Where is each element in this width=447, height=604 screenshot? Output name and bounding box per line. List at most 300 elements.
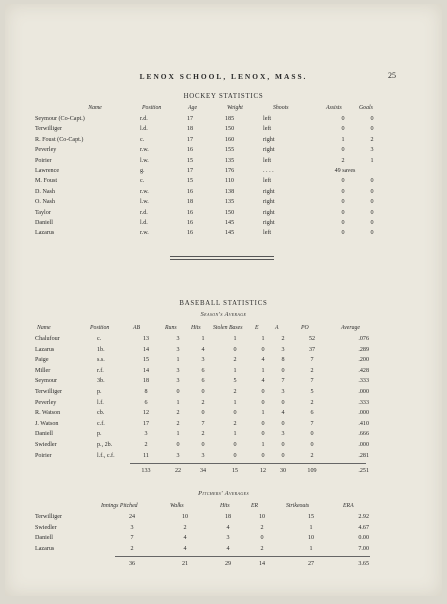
pitchers-total-cell: 29 (224, 561, 232, 568)
pitchers-row (5, 524, 442, 533)
hockey-cell: 16 (187, 147, 194, 154)
pitchers-cell: 24 (128, 514, 136, 520)
hockey-cell: 16 (187, 209, 194, 216)
hockey-cell: left (263, 126, 272, 133)
baseball-totals-row (5, 467, 442, 476)
pitchers-total-cell: 21 (181, 561, 189, 568)
hockey-cell: 1 (341, 136, 345, 143)
baseball-col-header: Position (90, 325, 110, 331)
pitchers-cell: Swiedler (35, 524, 57, 531)
baseball-cell: c.f. (97, 420, 105, 427)
hockey-cell: Lazarus (35, 230, 55, 237)
hockey-col-header: Goals (359, 105, 373, 111)
hockey-cell: 110 (225, 178, 234, 185)
baseball-cell: 1 (233, 399, 237, 406)
hockey-cell: 150 (225, 209, 235, 216)
baseball-cell: .289 (358, 346, 369, 353)
pitchers-col-header: ER (251, 503, 259, 509)
hockey-cell: 135 (225, 157, 235, 164)
baseball-cell: 6 (144, 399, 148, 406)
hockey-cell: 145 (225, 230, 235, 237)
pitchers-cell: 15 (307, 514, 315, 520)
pitchers-cell: 4.67 (358, 524, 369, 531)
baseball-cell: 12 (142, 410, 150, 417)
baseball-cell: 0 (281, 367, 285, 374)
hockey-cell: O. Nash (35, 199, 55, 206)
pitchers-total-cell: 14 (258, 561, 266, 568)
baseball-cell: 3 (201, 357, 205, 364)
hockey-cell: 17 (187, 116, 194, 122)
baseball-cell: 1 (233, 431, 237, 438)
baseball-cell: 6 (201, 378, 205, 385)
baseball-cell: .076 (358, 336, 369, 342)
baseball-cell: J. Watson (35, 420, 59, 427)
baseball-cell: 18 (142, 378, 150, 385)
baseball-cell: l.f., c.f. (97, 452, 115, 459)
baseball-cell: 1 (176, 399, 180, 406)
baseball-cell: 1 (261, 410, 265, 417)
hockey-row (5, 198, 442, 207)
baseball-cell: 2 (233, 357, 237, 364)
hockey-cell: l.d. (140, 220, 148, 226)
baseball-cell: 0 (281, 442, 285, 448)
baseball-cell: 1 (233, 336, 237, 342)
baseball-col-header: A (275, 325, 279, 331)
hockey-cell: 0 (370, 188, 374, 195)
hockey-cell: right (263, 188, 275, 195)
hockey-cell: Poirier (35, 157, 52, 164)
baseball-col-header: E (255, 325, 259, 331)
baseball-cell: p. (97, 431, 102, 438)
baseball-cell: 4 (261, 378, 265, 385)
hockey-cell: c. (140, 136, 145, 143)
baseball-cell: 0 (261, 431, 265, 438)
baseball-col-header: Runs (165, 325, 177, 331)
baseball-row (5, 420, 442, 429)
baseball-cell: .666 (358, 431, 369, 438)
hockey-cell: 0 (341, 209, 345, 216)
hockey-cell: 0 (370, 209, 374, 216)
baseball-row (5, 377, 442, 386)
hockey-cell: right (263, 209, 275, 216)
baseball-cell: c. (97, 336, 102, 342)
hockey-cell: Terwilliger (35, 126, 62, 133)
baseball-cell: Paige (35, 357, 49, 364)
baseball-cell: 3 (176, 346, 180, 353)
baseball-cell: 8 (281, 357, 285, 364)
baseball-cell: 11 (143, 452, 149, 459)
pitchers-col-header: Innings Pitched (101, 503, 138, 509)
hockey-cell: l.d. (140, 126, 148, 133)
baseball-cell: Poirier (35, 452, 52, 459)
hockey-cell: 0 (341, 188, 345, 195)
baseball-cell: 0 (310, 431, 314, 438)
baseball-cell: 3 (201, 452, 205, 459)
baseball-cell: 2 (310, 399, 314, 406)
hockey-cell: Peverley (35, 147, 57, 154)
hockey-row (5, 167, 442, 176)
baseball-cell: 3 (176, 336, 180, 342)
baseball-cell: 0 (261, 389, 265, 395)
hockey-cell: 0 (370, 220, 374, 226)
baseball-cell: 52 (308, 336, 316, 342)
baseball-cell: 4 (261, 357, 265, 364)
pitchers-col-header: Hits (220, 503, 230, 509)
baseball-cell: .200 (358, 357, 369, 364)
pitchers-total-cell: 27 (307, 561, 315, 568)
pitchers-cell: 10 (181, 514, 189, 520)
pitchers-cell: 0 (260, 535, 264, 542)
baseball-cell: R. Watson (35, 410, 61, 417)
hockey-cell: 0 (341, 178, 345, 185)
baseball-cell: r.f. (97, 367, 104, 374)
hockey-row (5, 209, 442, 218)
hockey-cell: 155 (225, 147, 235, 154)
baseball-cell: 5 (233, 378, 237, 385)
baseball-cell: 0 (233, 410, 237, 417)
baseball-cell: 0 (201, 389, 205, 395)
pitchers-cell: 2 (130, 545, 134, 552)
baseball-cell: 0 (233, 442, 237, 448)
baseball-cell: 0 (201, 442, 205, 448)
hockey-title: HOCKEY STATISTICS (183, 93, 264, 100)
hockey-cell: 138 (225, 188, 235, 195)
hockey-cell: 0 (370, 199, 374, 206)
pitchers-cell: 7.00 (358, 545, 369, 552)
hockey-cell: 0 (341, 220, 345, 226)
hockey-cell: M. Foust (35, 178, 58, 185)
baseball-cell: .000 (358, 442, 369, 448)
hockey-row (5, 229, 442, 238)
divider-rule-bottom (170, 259, 274, 260)
baseball-cell: 4 (201, 346, 205, 353)
baseball-cell: 3 (281, 389, 285, 395)
hockey-cell: right (263, 199, 275, 206)
baseball-col-header: PO (301, 325, 309, 331)
baseball-cell: 15 (142, 357, 150, 364)
hockey-cell: right (263, 220, 275, 226)
baseball-cell: 7 (281, 378, 285, 385)
baseball-cell: 0 (310, 442, 314, 448)
baseball-cell: 0 (261, 420, 265, 427)
yearbook-page (5, 4, 442, 596)
hockey-cell: 0 (341, 199, 345, 206)
hockey-cell: 3 (370, 147, 374, 154)
baseball-cell: 4 (281, 410, 285, 417)
pitchers-row (5, 513, 442, 522)
pitchers-row (5, 534, 442, 543)
baseball-cell: 2 (201, 399, 205, 406)
hockey-row (5, 219, 442, 228)
hockey-col-header: Age (188, 105, 198, 111)
baseball-cell: .281 (358, 452, 369, 459)
baseball-cell: .333 (358, 378, 369, 385)
baseball-cell: 2 (233, 420, 237, 427)
pitchers-cell: 3 (130, 524, 134, 531)
pitchers-cell: 4 (183, 545, 187, 552)
baseball-cell: p., 2b. (97, 442, 113, 448)
baseball-cell: Miller (35, 367, 51, 374)
hockey-cell: r.d. (140, 209, 148, 216)
baseball-cell: 1 (261, 442, 265, 448)
baseball-cell: 2 (310, 367, 314, 374)
hockey-cell: 16 (187, 188, 194, 195)
pitchers-cell: 2.92 (358, 514, 369, 520)
hockey-cell: 18 (187, 126, 194, 133)
hockey-col-header: Position (142, 105, 162, 111)
hockey-cell: 0 (341, 230, 345, 237)
baseball-cell: 37 (308, 346, 316, 353)
baseball-total-cell: .251 (358, 468, 369, 475)
baseball-cell: Daniell (35, 431, 53, 438)
baseball-cell: 14 (142, 367, 150, 374)
hockey-cell: 0 (370, 116, 374, 122)
baseball-total-cell: 133 (141, 468, 151, 475)
baseball-cell: 1 (233, 367, 237, 374)
hockey-cell: left (263, 157, 272, 164)
baseball-cell: 0 (281, 399, 285, 406)
baseball-cell: Swiedler (35, 442, 57, 448)
hockey-cell: 185 (225, 116, 235, 122)
hockey-row (5, 188, 442, 197)
hockey-row (5, 157, 442, 166)
pitchers-cell: Lazarus (35, 545, 55, 552)
hockey-cell: left (263, 116, 272, 122)
hockey-row (5, 125, 442, 134)
hockey-cell: left (263, 178, 272, 185)
pitchers-cell: 4 (226, 545, 230, 552)
baseball-cell: 13 (142, 336, 150, 342)
baseball-cell: 0 (176, 389, 180, 395)
baseball-cell: 7 (201, 420, 205, 427)
baseball-cell: p. (97, 389, 102, 395)
pitchers-cell: 2 (260, 545, 264, 552)
hockey-cell: 18 (187, 199, 194, 206)
baseball-row (5, 441, 442, 450)
hockey-cell: 0 (370, 126, 374, 133)
hockey-col-header: Assists (326, 105, 342, 111)
pitchers-col-header: Walks (170, 503, 184, 509)
baseball-col-header: Hits (191, 325, 201, 331)
baseball-row (5, 409, 442, 418)
baseball-cell: Lazarus (35, 346, 55, 353)
baseball-cell: .428 (358, 367, 369, 374)
hockey-cell: Lawrence (35, 168, 60, 174)
pitchers-cell: 1 (309, 545, 313, 552)
hockey-cell: c. (140, 178, 145, 185)
hockey-cell: Taylor (35, 209, 51, 216)
hockey-cell: r.w. (140, 188, 149, 195)
hockey-cell: Daniell (35, 220, 53, 226)
baseball-cell: 6 (310, 410, 314, 417)
hockey-cell: 49 saves (334, 168, 356, 174)
baseball-cell: 6 (201, 367, 205, 374)
baseball-col-header: Stolen Bases (213, 325, 243, 331)
baseball-title: BASEBALL STATISTICS (179, 300, 268, 307)
hockey-cell: 16 (187, 220, 194, 226)
baseball-col-header: Average (341, 325, 360, 331)
hockey-cell: 15 (187, 178, 194, 185)
pitchers-cell: 2 (260, 524, 264, 531)
baseball-cell: 2 (310, 452, 314, 459)
baseball-row (5, 356, 442, 365)
hockey-cell: 176 (225, 168, 235, 174)
baseball-cell: 0 (176, 442, 180, 448)
baseball-cell: 17 (142, 420, 150, 427)
pitchers-subtitle: Pitchers' Averages (198, 490, 249, 497)
baseball-cell: 1 (261, 336, 265, 342)
baseball-cell: 3b. (97, 378, 105, 385)
pitchers-header-row (5, 502, 442, 511)
hockey-cell: 2 (370, 136, 374, 143)
hockey-cell: r.w. (140, 230, 149, 237)
baseball-subtitle: Season's Average (200, 311, 247, 318)
baseball-row (5, 388, 442, 397)
baseball-cell: 2 (176, 420, 180, 427)
hockey-cell: R. Foust (Co-Capt.) (35, 136, 84, 143)
baseball-col-header: Name (37, 325, 51, 331)
baseball-row (5, 430, 442, 439)
baseball-header-row (5, 324, 442, 333)
hockey-col-header: Name (88, 105, 102, 111)
baseball-cell: 0 (261, 399, 265, 406)
baseball-cell: 2 (281, 336, 285, 342)
pitchers-cell: 10 (258, 514, 266, 520)
pitchers-cell: 4 (226, 524, 230, 531)
baseball-cell: 1 (261, 367, 265, 374)
hockey-cell: 16 (187, 230, 194, 237)
baseball-cell: 0 (233, 452, 237, 459)
hockey-cell: 0 (341, 147, 345, 154)
baseball-cell: Peverley (35, 399, 57, 406)
pitchers-col-header: Strikeouts (286, 503, 310, 509)
hockey-cell: 135 (225, 199, 235, 206)
baseball-cell: cb. (97, 410, 105, 417)
baseball-totals-rule (130, 463, 366, 464)
hockey-cell: right (263, 136, 275, 143)
pitchers-totals-row (5, 560, 442, 569)
hockey-cell: r.w. (140, 147, 149, 154)
baseball-cell: 2 (201, 431, 205, 438)
hockey-header-row (5, 104, 442, 113)
hockey-cell: l.w. (140, 199, 149, 206)
hockey-cell: 0 (370, 178, 374, 185)
pitchers-cell: 18 (224, 514, 232, 520)
hockey-cell: right (263, 147, 275, 154)
baseball-cell: 5 (310, 389, 314, 395)
baseball-cell: .333 (358, 399, 369, 406)
baseball-cell: s.s. (97, 357, 105, 364)
pitchers-cell: 4 (183, 535, 187, 542)
hockey-cell: r.d. (140, 116, 148, 122)
page-header: LENOX SCHOOL, LENOX, MASS. (139, 72, 308, 81)
pitchers-cell: 10 (307, 535, 315, 542)
hockey-cell: 15 (187, 157, 194, 164)
baseball-row (5, 399, 442, 408)
pitchers-row (5, 545, 442, 554)
pitchers-total-cell: 3.65 (358, 561, 369, 568)
hockey-cell: 145 (225, 220, 235, 226)
pitchers-cell: 0.00 (358, 535, 369, 542)
pitchers-totals-rule (115, 556, 370, 557)
baseball-cell: 7 (310, 357, 314, 364)
baseball-cell: 2 (144, 442, 148, 448)
hockey-cell: 17 (187, 168, 194, 174)
hockey-cell: 150 (225, 126, 235, 133)
pitchers-cell: Daniell (35, 535, 53, 542)
baseball-cell: 3 (281, 431, 285, 438)
hockey-cell: 160 (225, 136, 235, 143)
baseball-cell: .000 (358, 389, 369, 395)
hockey-cell: D. Nash (35, 188, 55, 195)
pitchers-col-header: ERA (343, 503, 354, 509)
baseball-row (5, 335, 442, 344)
baseball-total-cell: 15 (231, 468, 239, 475)
baseball-cell: 0 (281, 420, 285, 427)
hockey-cell: 0 (370, 230, 374, 237)
baseball-cell: Terwilliger (35, 389, 62, 395)
baseball-cell: 0 (281, 452, 285, 459)
baseball-cell: 7 (310, 420, 314, 427)
baseball-cell: 3 (176, 367, 180, 374)
baseball-cell: 1 (176, 431, 180, 438)
baseball-total-cell: 30 (279, 468, 287, 475)
hockey-cell: g. (140, 168, 145, 174)
pitchers-cell: Terwilliger (35, 514, 62, 520)
baseball-cell: 3 (176, 452, 180, 459)
baseball-cell: 0 (201, 410, 205, 417)
pitchers-cell: 2 (183, 524, 187, 531)
pitchers-cell: 7 (130, 535, 134, 542)
pitchers-cell: 1 (309, 524, 313, 531)
baseball-cell: 8 (144, 389, 148, 395)
hockey-row (5, 177, 442, 186)
baseball-cell: 7 (310, 378, 314, 385)
baseball-cell: 2 (233, 389, 237, 395)
pitchers-cell: 3 (226, 535, 230, 542)
hockey-cell: 0 (341, 126, 345, 133)
hockey-cell: 0 (341, 116, 345, 122)
baseball-row (5, 452, 442, 461)
baseball-col-header: AB (133, 325, 141, 331)
baseball-cell: 0 (261, 452, 265, 459)
baseball-cell: 3 (144, 431, 148, 438)
pitchers-total-cell: 36 (128, 561, 136, 568)
hockey-cell: l.w. (140, 157, 149, 164)
baseball-cell: 14 (142, 346, 150, 353)
baseball-cell: .000 (358, 410, 369, 417)
hockey-cell: 17 (187, 136, 194, 143)
hockey-cell: 1 (370, 157, 374, 164)
divider-rule-top (170, 256, 274, 257)
baseball-cell: 0 (261, 346, 265, 353)
baseball-cell: 3 (176, 378, 180, 385)
hockey-row (5, 115, 442, 124)
baseball-cell: 1 (201, 336, 205, 342)
hockey-row (5, 136, 442, 145)
baseball-cell: Seymour (35, 378, 58, 385)
page-number: 25 (388, 71, 396, 80)
baseball-cell: 0 (233, 346, 237, 353)
baseball-cell: 3 (281, 346, 285, 353)
baseball-row (5, 346, 442, 355)
baseball-total-cell: 12 (259, 468, 267, 475)
hockey-cell: . . . . (263, 168, 274, 174)
hockey-row (5, 146, 442, 155)
hockey-col-header: Shoots (273, 105, 289, 111)
baseball-cell: l.f. (97, 399, 104, 406)
baseball-cell: Chalufour (35, 336, 60, 342)
